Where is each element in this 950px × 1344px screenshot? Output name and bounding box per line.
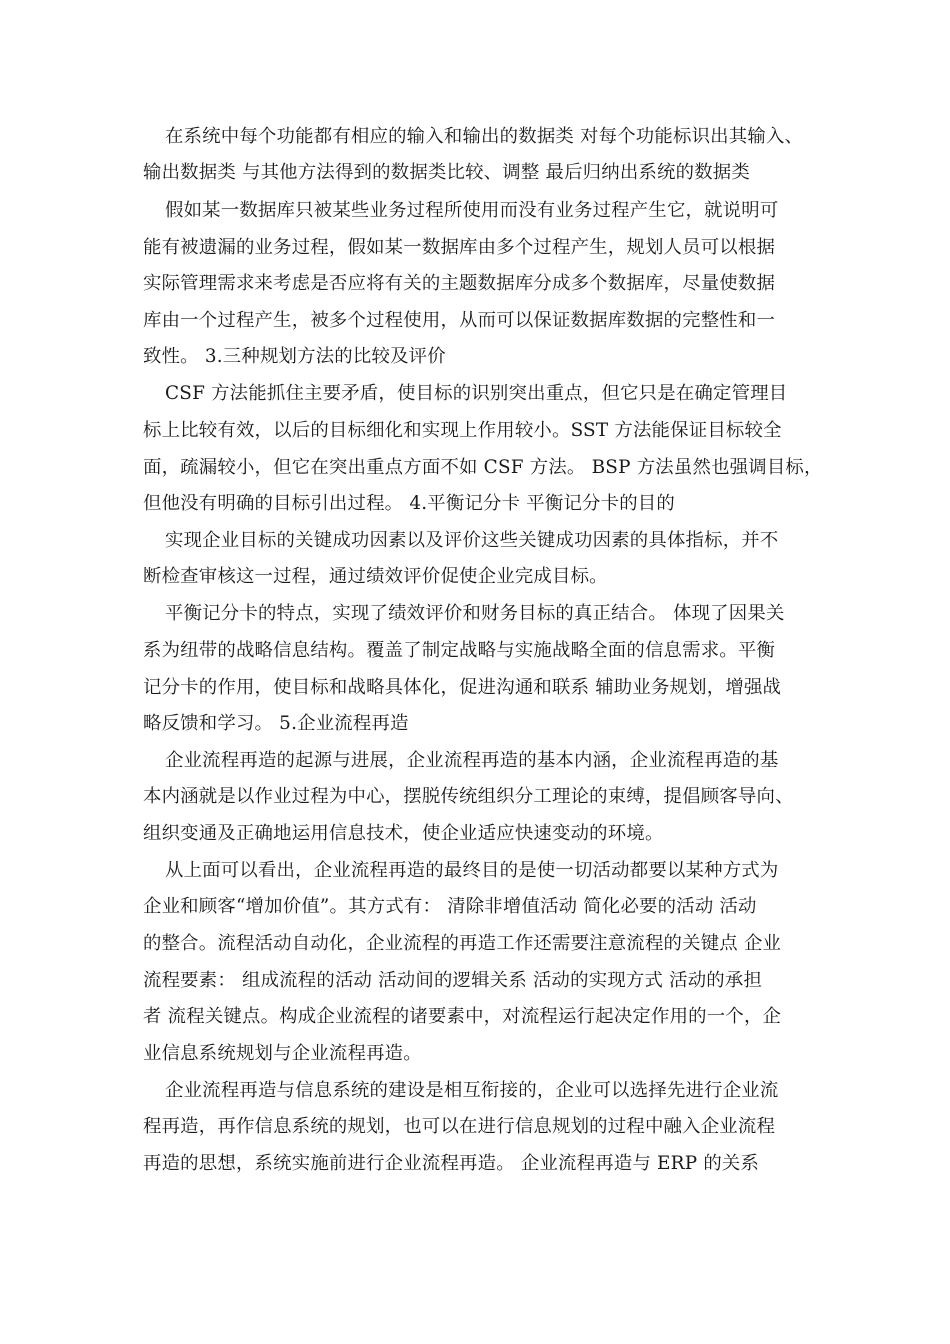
text-line: 再造的思想，系统实施前进行企业流程再造。 企业流程再造与 ERP 的关系 xyxy=(143,1153,760,1174)
text-line: 库由一个过程产生，被多个过程使用，从而可以保证数据库数据的完整性和一 xyxy=(143,310,776,331)
text-line: 在系统中每个功能都有相应的输入和输出的数据类 对每个功能标识出其输入、 xyxy=(165,126,804,147)
text-line: 从上面可以看出，企业流程再造的最终目的是使一切活动都要以某种方式为 xyxy=(165,860,779,881)
text-line: 组织变通及正确地运用信息技术，使企业适应快速变动的环境。 xyxy=(143,823,664,844)
text-line: 能有被遗漏的业务过程，假如某一数据库由多个过程产生，规划人员可以根据 xyxy=(143,237,776,258)
text-line: 流程要素： 组成流程的活动 活动间的逻辑关系 活动的实现方式 活动的承担 xyxy=(143,970,763,991)
text-line: 程再造，再作信息系统的规划，也可以在进行信息规划的过程中融入企业流程 xyxy=(143,1116,776,1137)
text-line: 断检查审核这一过程，通过绩效评价促使企业完成目标。 xyxy=(143,566,608,587)
text-line: 的整合。流程活动自动化，企业流程的再造工作还需要注意流程的关键点 企业 xyxy=(143,933,782,954)
text-line: 业信息系统规划与企业流程再造。 xyxy=(143,1043,422,1064)
text-line: 但他没有明确的目标引出过程。 4.平衡记分卡 平衡记分卡的目的 xyxy=(143,493,675,514)
text-line: 实现企业目标的关键成功因素以及评价这些关键成功因素的具体指标，并不 xyxy=(165,530,779,551)
text-line: 系为纽带的战略信息结构。覆盖了制定战略与实施战略全面的信息需求。平衡 xyxy=(143,640,776,661)
text-line: 致性。 3.三种规划方法的比较及评价 xyxy=(143,346,446,367)
text-line: CSF 方法能抓住主要矛盾，使目标的识别突出重点，但它只是在确定管理目 xyxy=(165,383,788,404)
text-line: 假如某一数据库只被某些业务过程所使用而没有业务过程产生它，就说明可 xyxy=(165,200,779,221)
text-line: 输出数据类 与其他方法得到的数据类比较、调整 最后归纳出系统的数据类 xyxy=(143,162,750,183)
text-line: 者 流程关键点。构成企业流程的诸要素中，对流程运行起决定作用的一个，企 xyxy=(143,1006,782,1027)
text-line: 实际管理需求来考虑是否应将有关的主题数据库分成多个数据库，尽量使数据 xyxy=(143,273,776,294)
text-line: 面，疏漏较小，但它在突出重点方面不如 CSF 方法。 BSP 方法虽然也强调目标， xyxy=(143,457,823,478)
text-line: 略反馈和学习。 5.企业流程再造 xyxy=(143,713,409,734)
text-line: 本内涵就是以作业过程为中心，摆脱传统组织分工理论的束缚，提倡顾客导向、 xyxy=(143,786,794,807)
text-line: 标上比较有效，以后的目标细化和实现上作用较小。SST 方法能保证目标较全 xyxy=(143,420,782,441)
text-line: 企业流程再造与信息系统的建设是相互衔接的，企业可以选择先进行企业流 xyxy=(165,1080,779,1101)
text-line: 企业流程再造的起源与进展，企业流程再造的基本内涵，企业流程再造的基 xyxy=(165,750,779,771)
text-line: 平衡记分卡的特点，实现了绩效评价和财务目标的真正结合。 体现了因果关 xyxy=(165,603,785,624)
text-line: 企业和顾客“增加价值”。其方式有： 清除非增值活动 简化必要的活动 活动 xyxy=(143,896,757,917)
text-line: 记分卡的作用，使目标和战略具体化，促进沟通和联系 辅助业务规划，增强战 xyxy=(143,677,782,698)
